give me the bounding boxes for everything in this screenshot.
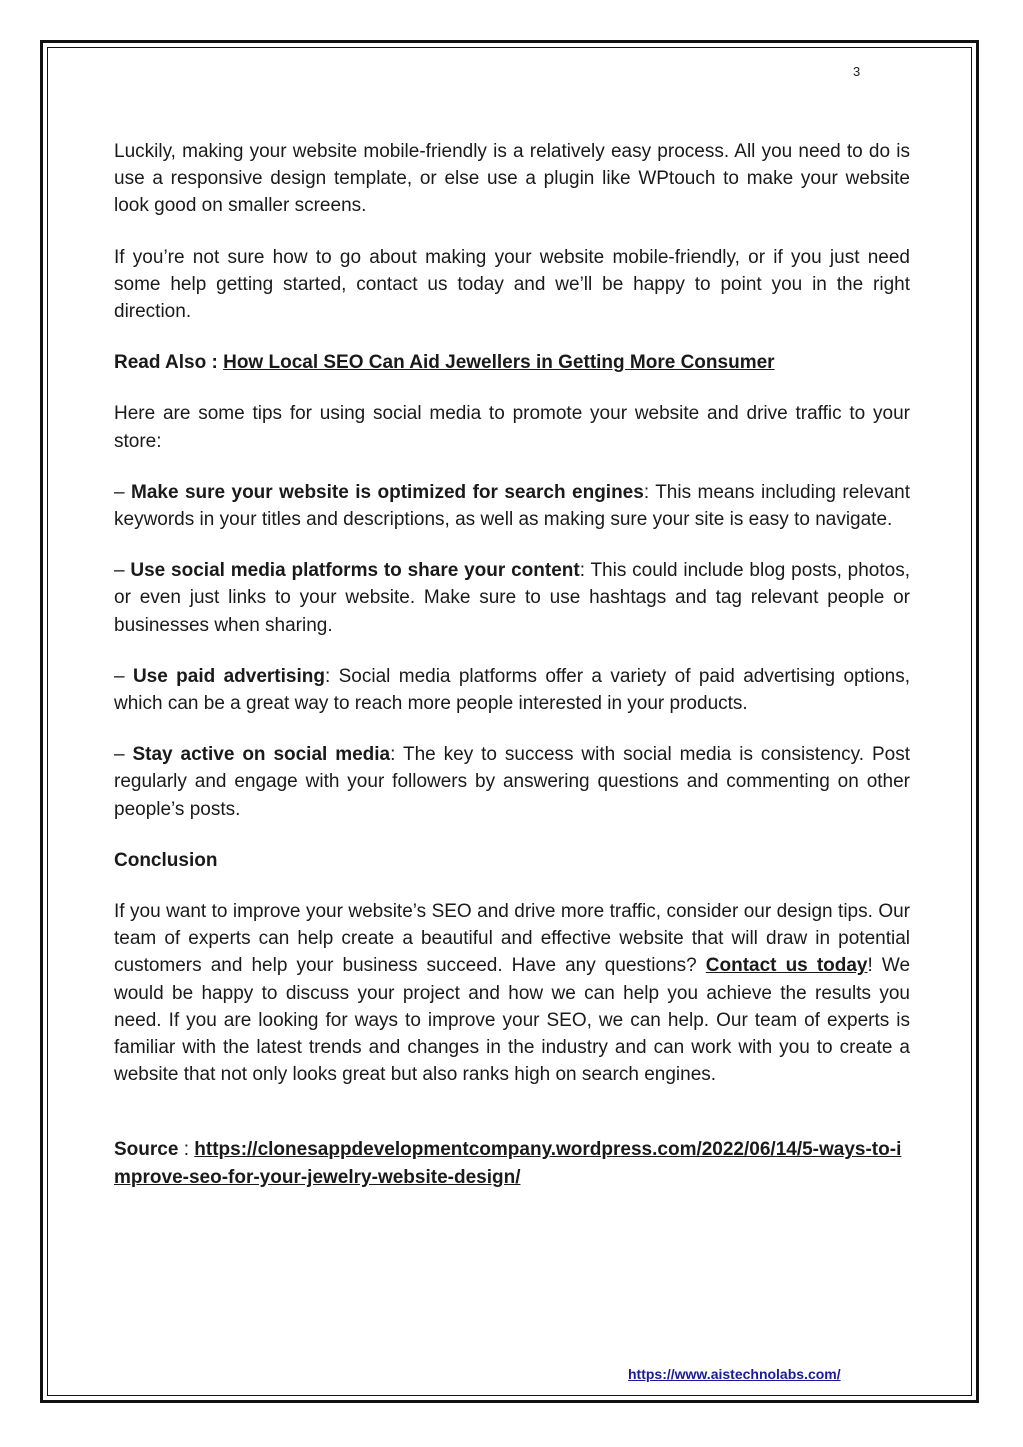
paragraph-contact: If you’re not sure how to go about making your website mobile-friendly, or if you just need some help getting started, contact us today and we’ll be happy to point you in the right direction. <box>114 246 910 323</box>
conclusion-heading <box>114 847 910 874</box>
tip-item <box>114 741 910 823</box>
tip-item <box>114 663 910 717</box>
tip-separator: : <box>643 481 656 503</box>
contact-us-link[interactable]: Contact us today <box>705 955 868 977</box>
tip-text: This could include blog posts, photos, or even just links to your website. Make sure to use hashtags and tag relevant people or businesses when sharing. <box>114 560 910 636</box>
conclusion-paragraph <box>114 898 910 1088</box>
tip-item <box>114 479 910 533</box>
tip-title: Use social media platforms to share your content <box>130 560 580 582</box>
tip-dash: – <box>114 560 131 582</box>
paragraph-mobile-friendly: Luckily, making your website mobile-friendly is a relatively easy process. All you need to do is use a responsive design template, or else use a plugin like WPtouch to make your website look good on smaller screens. <box>114 141 910 217</box>
conclusion-text-before: If you want to improve your website’s SEO and drive more traffic, consider our design tips. Our team of experts can help create a beautiful and effective website that will draw in potential customers and help your business succeed. Have any questions? <box>114 901 910 977</box>
conclusion-heading-text: Conclusion <box>114 849 218 871</box>
source-link[interactable]: https://clonesappdevelopmentcompany.wordpress.com/2022/06/14/5-ways-to-improve-seo-for-your-jewelry-website-design/ <box>114 1139 902 1188</box>
tip-separator: : <box>324 665 339 687</box>
read-also-label: Read Also : <box>114 352 224 374</box>
source-line <box>114 1136 910 1190</box>
tip-dash: – <box>114 665 133 687</box>
tip-text: Social media platforms offer a variety of paid advertising options, which can be a great way to reach more people interested in your products. <box>114 665 910 715</box>
tip-separator: : <box>579 560 591 582</box>
tip-separator: : <box>390 744 403 766</box>
source-label: Source <box>114 1139 179 1161</box>
footer-website-link[interactable]: https://www.aistechnolabs.com/ <box>628 1366 841 1382</box>
page-number: 3 <box>853 64 861 79</box>
tip-title: Make sure your website is optimized for search engines <box>131 481 644 503</box>
tip-item <box>114 557 910 639</box>
tip-dash: – <box>114 481 131 503</box>
tip-title: Use paid advertising <box>132 665 325 687</box>
tip-text: The key to success with social media is consistency. Post regularly and engage with your followers by answering questions and commenting on other people’s posts. <box>114 744 910 820</box>
tip-title: Stay active on social media <box>132 744 391 766</box>
tip-text: This means including relevant keywords in your titles and descriptions, as well as making sure your site is easy to navigate. <box>114 481 910 531</box>
conclusion-text-after: ! We would be happy to discuss your project and how we can help you achieve the results you need. If you are looking for ways to improve your SEO, we can help. Our team of experts is familiar with the latest trends and changes in the industry and can work with you to create a website that not only looks great but also ranks high on search engines. <box>114 955 911 1086</box>
source-separator: : <box>178 1139 195 1161</box>
document-body <box>114 138 910 1215</box>
read-also-link[interactable]: How Local SEO Can Aid Jewellers in Getting More Consumer <box>223 352 775 374</box>
read-also-line <box>114 349 910 376</box>
paragraph-tips-intro: Here are some tips for using social media to promote your website and drive traffic to your store: <box>114 403 910 452</box>
tip-dash: – <box>114 744 133 766</box>
